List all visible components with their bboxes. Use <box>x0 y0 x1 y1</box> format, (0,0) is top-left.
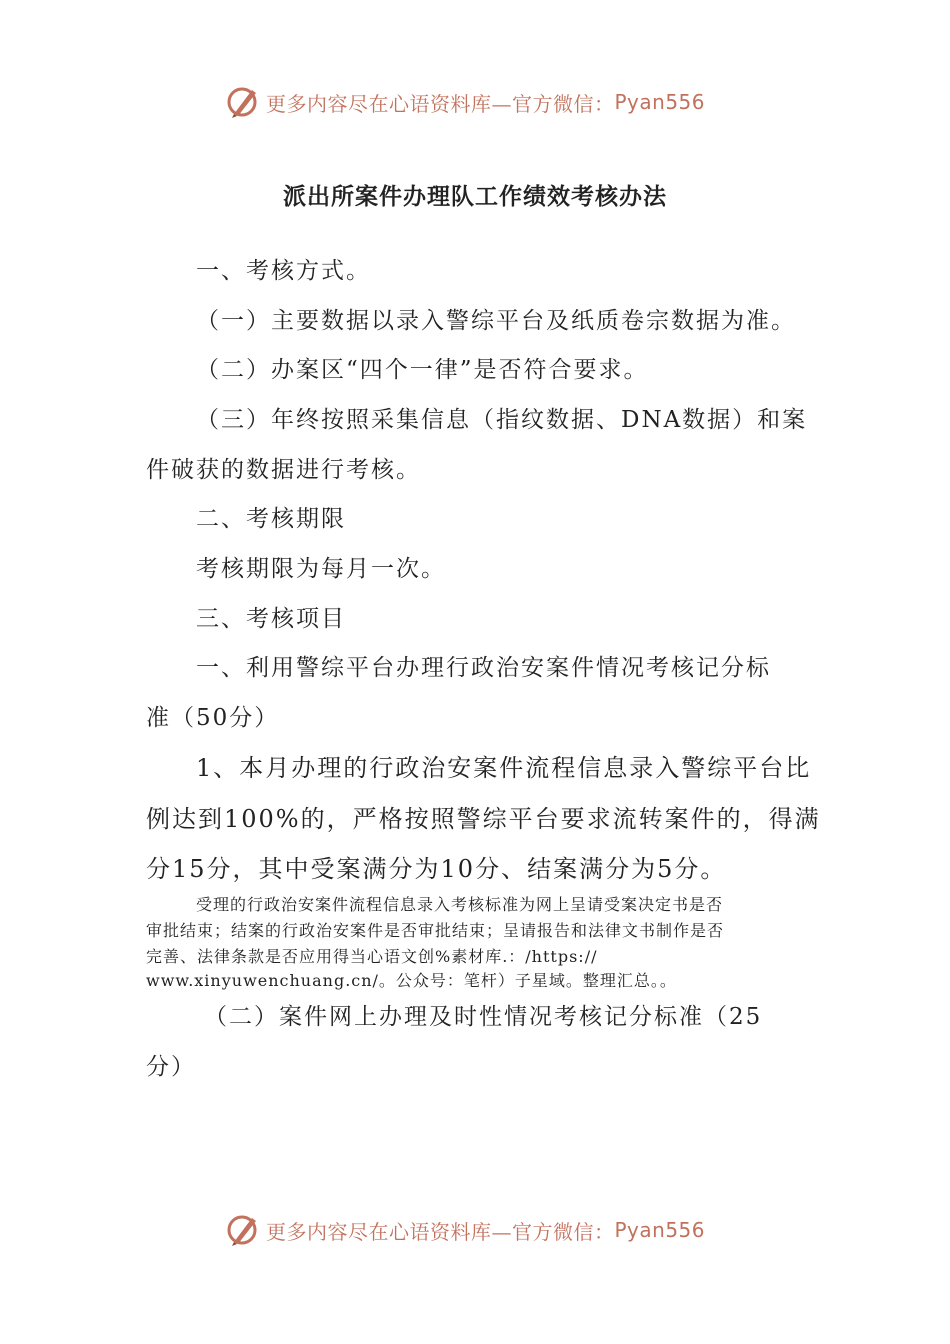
note-line-3: 完善、法律条款是否应用得当心语文创%素材库.：/https:// <box>146 947 598 966</box>
note-line-2: 审批结束；结案的行政治安案件是否审批结束；呈请报告和法律文书制作是否 <box>146 921 725 940</box>
paragraph-item-platform-line-1: 一、利用警综平台办理行政治安案件情况考核记分标 <box>196 655 771 681</box>
footer-banner <box>0 1210 950 1250</box>
paragraph-item-1: （一）主要数据以录入警综平台及纸质卷宗数据为准。 <box>196 308 796 334</box>
paragraph-item-3-line-2: 件破获的数据进行考核。 <box>146 457 421 483</box>
paragraph-period: 考核期限为每月一次。 <box>196 556 446 582</box>
note-line-4: www.xinyuwenchuang.cn/。公众号：笔杆）子星域。整理汇总。。 <box>146 971 677 990</box>
pen-logo-icon <box>226 1212 262 1248</box>
pen-logo-icon <box>226 84 262 120</box>
header-banner <box>0 82 950 122</box>
document-title: 派出所案件办理队工作绩效考核办法 <box>283 184 667 210</box>
header-wechat-id: Pyan556 <box>614 90 706 114</box>
paragraph-item-timeliness-line-2: 分） <box>146 1054 196 1080</box>
paragraph-item-timeliness-line-1: （二）案件网上办理及时性情况考核记分标准（25 <box>204 1004 763 1030</box>
paragraph-rule-1-line-3: 分15分，其中受案满分为10分、结案满分为5分。 <box>146 855 727 883</box>
paragraph-item-3-line-1: （三）年终按照采集信息（指纹数据、DNA数据）和案 <box>196 407 808 433</box>
section-heading-assessment-method: 一、考核方式。 <box>196 258 371 284</box>
header-banner-text: 更多内容尽在心语资料库—官方微信： <box>266 91 615 116</box>
section-heading-assessment-items: 三、考核项目 <box>196 606 346 632</box>
footer-banner-text: 更多内容尽在心语资料库—官方微信： <box>266 1219 615 1244</box>
paragraph-item-platform-line-2: 准（50分） <box>146 705 280 731</box>
paragraph-item-2: （二）办案区“四个一律”是否符合要求。 <box>196 357 649 383</box>
paragraph-rule-1-line-1: 1、本月办理的行政治安案件流程信息录入警综平台比 <box>196 754 812 782</box>
footer-wechat-id: Pyan556 <box>614 1218 706 1242</box>
paragraph-rule-1-line-2: 例达到100%的，严格按照警综平台要求流转案件的，得满 <box>146 805 821 833</box>
section-heading-assessment-period: 二、考核期限 <box>196 506 346 532</box>
note-line-1: 受理的行政治安案件流程信息录入考核标准为网上呈请受案决定书是否 <box>196 895 724 914</box>
